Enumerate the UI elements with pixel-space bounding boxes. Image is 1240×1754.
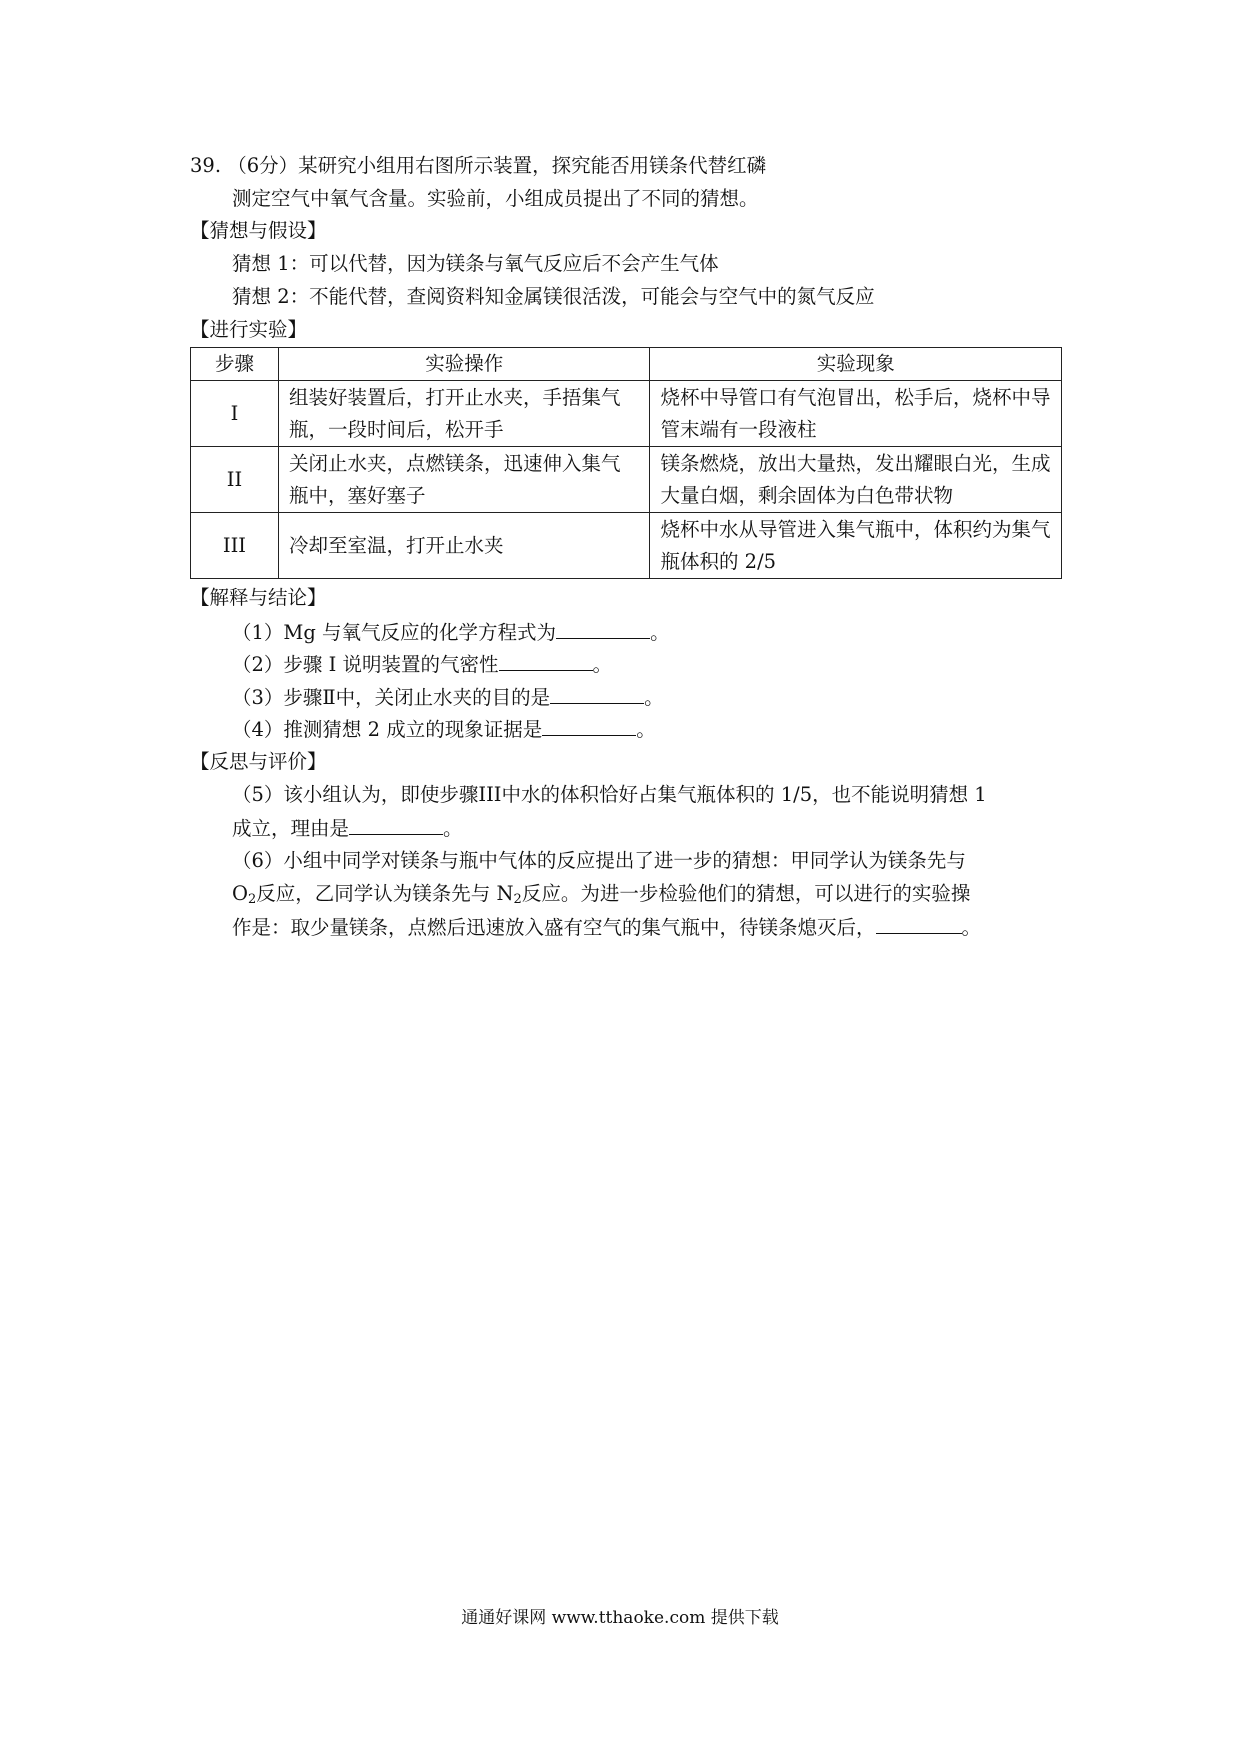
q1-text: （1）Mg 与氧气反应的化学方程式为 <box>232 621 557 644</box>
hypothesis-heading: 【猜想与假设】 <box>190 219 327 242</box>
conclusion-q1 <box>232 616 670 649</box>
answer-blank[interactable] <box>349 812 443 835</box>
answer-blank[interactable] <box>499 648 593 671</box>
answer-blank[interactable] <box>550 681 644 704</box>
footer-credit: 通通好课网 www.tthaoke.com 提供下载 <box>461 1608 779 1628</box>
operation-cell: 组装好装置后，打开止水夹，手捂集气瓶，一段时间后，松开手 <box>278 381 650 447</box>
q5-end: 。 <box>443 817 463 840</box>
operation-cell: 冷却至室温，打开止水夹 <box>278 513 650 579</box>
q6-text: 作是：取少量镁条，点燃后迅速放入盛有空气的集气瓶中，待镁条熄灭后， <box>232 916 876 939</box>
conclusion-q3 <box>232 681 664 714</box>
n2-subscript: 2 <box>513 892 522 907</box>
conclusion-q2 <box>232 648 612 681</box>
step-cell: III <box>191 513 279 579</box>
header-step: 步骤 <box>191 348 279 381</box>
q5-line-1: （5）该小组认为，即使步骤III中水的体积恰好占集气瓶体积的 1/5，也不能说明猜想 1 <box>232 783 987 806</box>
answer-blank[interactable] <box>876 911 962 934</box>
q6-mid-text: 反应，乙同学认为镁条先与 N <box>256 882 514 905</box>
question-line-1: 39. （6分）某研究小组用右图所示装置，探究能否用镁条代替红磷 <box>190 154 767 177</box>
q1-end: 。 <box>650 621 670 644</box>
q6-end: 。 <box>961 916 982 939</box>
q4-text: （4）推测猜想 2 成立的现象证据是 <box>232 718 543 741</box>
phenomenon-cell: 镁条燃烧，放出大量热，发出耀眼白光，生成大量白烟，剩余固体为白色带状物 <box>650 447 1062 513</box>
guess-2: 猜想 2：不能代替，查阅资料知金属镁很活泼，可能会与空气中的氮气反应 <box>232 285 875 308</box>
experiment-table <box>190 347 1062 579</box>
o2-formula: O <box>232 882 248 905</box>
q2-text: （2）步骤 I 说明装置的气密性 <box>232 653 499 676</box>
phenomenon-cell: 烧杯中水从导管进入集气瓶中，体积约为集气瓶体积的 2/5 <box>650 513 1062 579</box>
answer-blank[interactable] <box>556 616 650 639</box>
q5-line-2 <box>232 812 463 845</box>
guess-1: 猜想 1：可以代替，因为镁条与氧气反应后不会产生气体 <box>232 252 719 275</box>
reflection-heading: 【反思与评价】 <box>190 750 327 773</box>
header-phenomenon: 实验现象 <box>650 348 1062 381</box>
conclusion-heading: 【解释与结论】 <box>190 586 327 609</box>
q2-end: 。 <box>592 653 613 676</box>
question-line-2: 测定空气中氧气含量。实验前，小组成员提出了不同的猜想。 <box>232 187 759 210</box>
q3-end: 。 <box>644 686 664 709</box>
phenomenon-cell: 烧杯中导管口有气泡冒出，松手后，烧杯中导管末端有一段液柱 <box>650 381 1062 447</box>
q6-line-2 <box>232 878 970 910</box>
table-row <box>191 447 1062 513</box>
q6-line-3 <box>232 911 981 944</box>
experiment-heading: 【进行实验】 <box>190 318 308 341</box>
conclusion-q4 <box>232 713 656 746</box>
table-row <box>191 513 1062 579</box>
q5-text: 成立，理由是 <box>232 817 350 840</box>
step-cell: I <box>191 381 279 447</box>
q3-text: （3）步骤Ⅱ中，关闭止水夹的目的是 <box>232 686 551 709</box>
q4-end: 。 <box>636 718 656 741</box>
operation-cell: 关闭止水夹，点燃镁条，迅速伸入集气瓶中，塞好塞子 <box>278 447 650 513</box>
answer-blank[interactable] <box>542 713 636 736</box>
q6-line-1: （6）小组中同学对镁条与瓶中气体的反应提出了进一步的猜想：甲同学认为镁条先与 <box>232 849 966 872</box>
table-header-row <box>191 348 1062 381</box>
step-cell: II <box>191 447 279 513</box>
o2-subscript: 2 <box>248 892 257 907</box>
header-operation: 实验操作 <box>278 348 650 381</box>
q6-rest-text: 反应。为进一步检验他们的猜想，可以进行的实验操 <box>521 882 971 905</box>
table-row <box>191 381 1062 447</box>
